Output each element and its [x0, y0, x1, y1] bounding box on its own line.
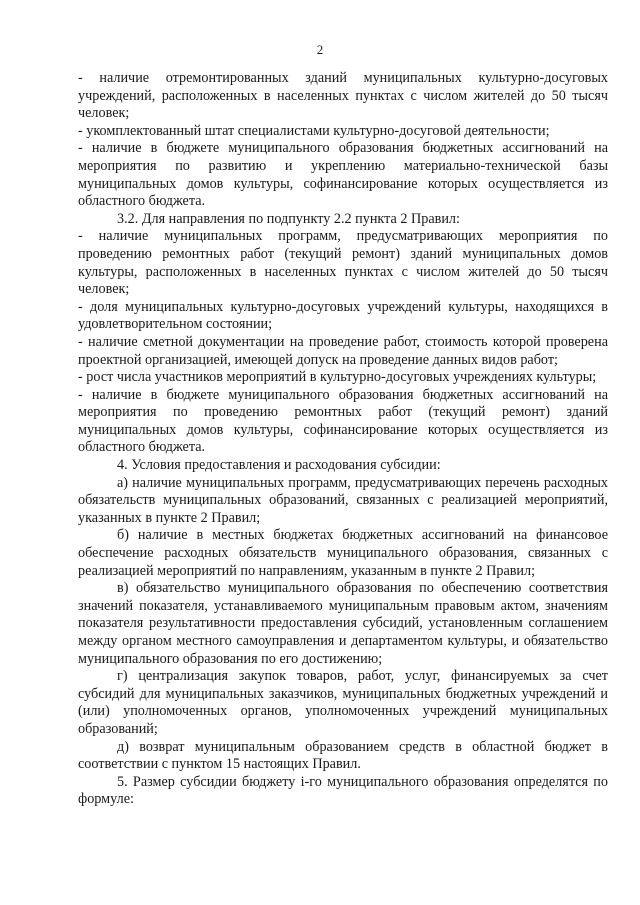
- paragraph: б) наличие в местных бюджетах бюджетных ассигнований на финансовое обеспечение расходных обязательств муниципального образования, связанных с реализацией мероприятий по направлениям, указанным в пункте 2 Правил;: [78, 527, 608, 579]
- paragraph: - наличие отремонтированных зданий муниципальных культурно-досуговых учреждений, расположенных в населенных пунктах с числом жителей до 50 тысяч человек;: [78, 70, 608, 122]
- paragraph: в) обязательство муниципального образования по обеспечению соответствия значений показателя, устанавливаемого муниципальным правовым актом, значениям показателя результативности предоставления субсидий, установленным соглашением между органом местного самоуправления и департаментом культуры, и обязательство муниципального образования по его достижению;: [78, 580, 608, 667]
- section-heading-4: 4. Условия предоставления и расходования субсидии:: [117, 457, 441, 474]
- paragraph: а) наличие муниципальных программ, предусматривающих перечень расходных обязательств муниципальных образований, связанных с реализацией мероприятий, указанных в пункте 2 Правил;: [78, 474, 608, 526]
- paragraph: - доля муниципальных культурно-досуговых учреждений культуры, находящихся в удовлетворительном состоянии;: [78, 298, 608, 333]
- section-heading-5: 5. Размер субсидии бюджету i-го муниципального образования определятся по формуле:: [78, 773, 608, 808]
- paragraph: г) централизация закупок товаров, работ, услуг, финансируемых за счет субсидий для муниципальных заказчиков, муниципальных бюджетных учреждений и (или) уполномоченных органов, уполномоченных учреждений муниципальных образований;: [78, 668, 608, 737]
- paragraph: д) возврат муниципальным образованием средств в областной бюджет в соответствии с пунктом 15 настоящих Правил.: [78, 738, 608, 773]
- page-number: 2: [316, 42, 324, 57]
- paragraph: - наличие в бюджете муниципального образования бюджетных ассигнований на мероприятия по проведению ремонтных работ (текущий ремонт) зданий муниципальных домов культуры, софинансирование которых осуществляется из областного бюджета.: [78, 386, 608, 456]
- section-heading-3-2: 3.2. Для направления по подпункту 2.2 пункта 2 Правил:: [117, 210, 460, 227]
- document-body: [78, 70, 608, 809]
- paragraph: - наличие муниципальных программ, предусматривающих мероприятия по проведению ремонтных работ (текущий ремонт) зданий муниципальных домов культуры, расположенных в населенных пунктах с числом жителей до 50 тысяч человек;: [78, 228, 608, 298]
- paragraph: - рост числа участников мероприятий в культурно-досуговых учреждениях культуры;: [78, 369, 597, 386]
- paragraph: - наличие в бюджете муниципального образования бюджетных ассигнований на мероприятия по развитию и укреплению материально-технической базы муниципальных домов культуры, софинансирование которых осуществляется из областного бюджета.: [78, 140, 608, 210]
- paragraph: - наличие сметной документации на проведение работ, стоимость которой проверена проектной организацией, имеющей допуск на проведение данных видов работ;: [78, 333, 608, 368]
- paragraph: - укомплектованный штат специалистами культурно-досуговой деятельности;: [78, 122, 550, 139]
